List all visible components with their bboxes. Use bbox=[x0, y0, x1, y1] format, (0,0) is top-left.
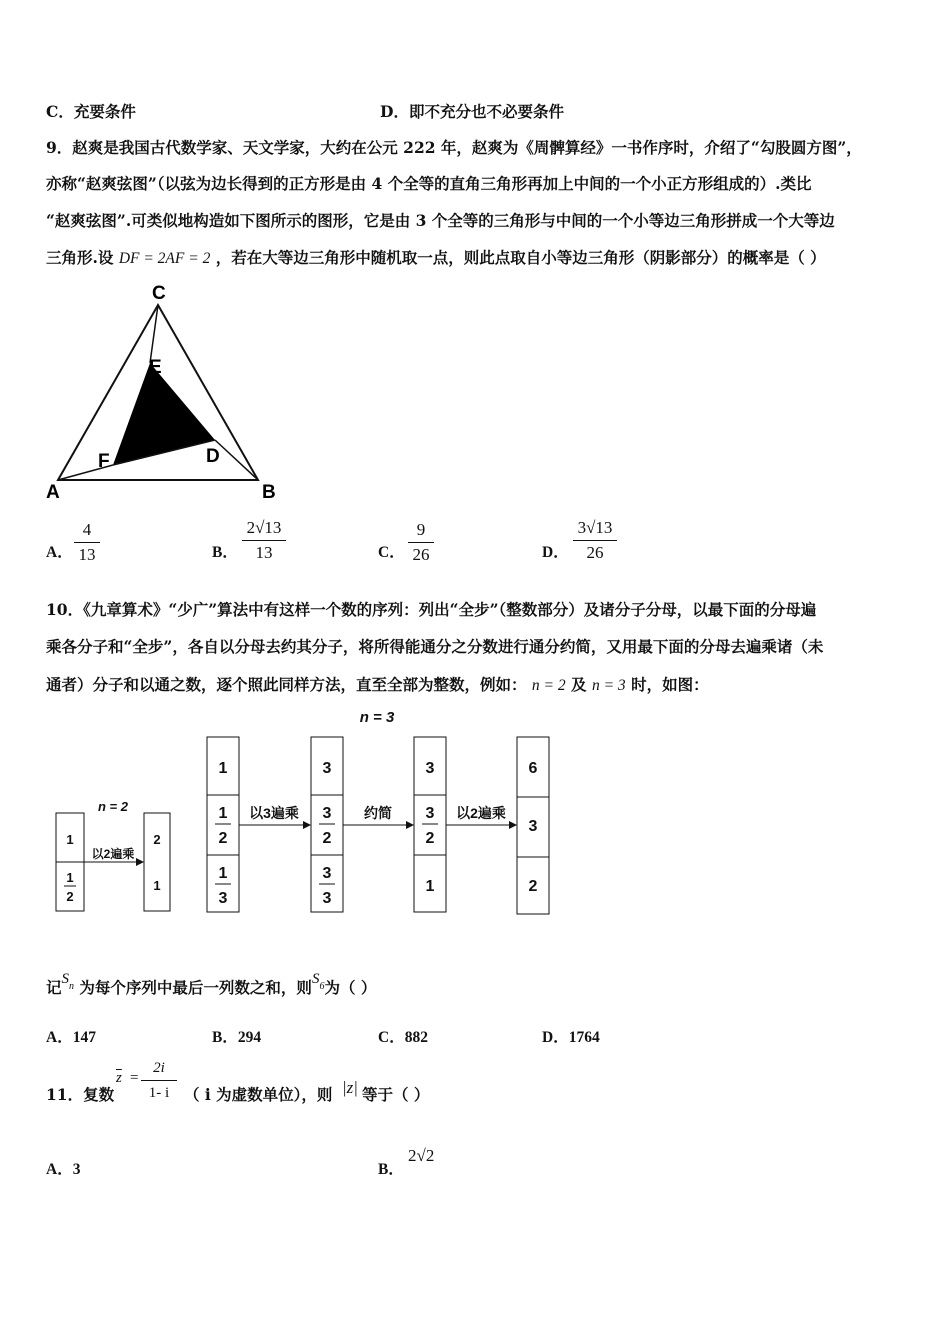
n2-col1-cell-2-den: 2 bbox=[66, 889, 74, 904]
label-b: B bbox=[262, 482, 276, 503]
svg-text:3: 3 bbox=[322, 865, 332, 882]
q11-abs-z: |z| bbox=[342, 1078, 358, 1097]
n3-col1-cell-1: 1 bbox=[218, 760, 228, 777]
q11-fraction bbox=[141, 1058, 177, 1103]
q10-ask-pre: 记 bbox=[46, 978, 62, 997]
q10-line-3-pre: 通者）分子和以通之数，逐个照此同样方法，直至全部为整数，例如： bbox=[46, 675, 527, 694]
svg-text:3: 3 bbox=[218, 890, 228, 907]
s6-subscript: 6 bbox=[319, 981, 325, 992]
fraction-denominator: 13 bbox=[255, 543, 273, 562]
n2-col2-cell-1: 2 bbox=[153, 832, 161, 847]
q10-n2-math: n = 2 bbox=[531, 677, 566, 694]
n2-col2-cell-2: 1 bbox=[153, 878, 161, 893]
fraction-denominator: 26 bbox=[412, 545, 430, 564]
fraction-numerator: 2√13 bbox=[246, 518, 282, 537]
q10-option-a: A．147 bbox=[46, 1029, 96, 1046]
q11-numerator: 2i bbox=[153, 1060, 165, 1076]
arrow-3-label: 以2遍乘 bbox=[456, 805, 506, 821]
q11-option-b-value: 2√2 bbox=[408, 1146, 435, 1165]
q10-line-3-mid: 及 bbox=[571, 675, 587, 694]
q9-option-c-fraction bbox=[408, 520, 434, 565]
svg-text:3: 3 bbox=[425, 805, 435, 822]
n3-title: n = 3 bbox=[359, 709, 395, 726]
n2-col1-cell-1: 1 bbox=[66, 832, 74, 847]
svg-text:1: 1 bbox=[218, 865, 228, 882]
q8-option-c: C．充要条件 bbox=[46, 102, 136, 121]
q9-line-1: 9．赵爽是我国古代数学家、天文学家，大约在公元 222 年，赵爽为《周髀算经》一书作序时，介绍了“勾股圆方图”， bbox=[46, 138, 862, 157]
svg-text:2: 2 bbox=[218, 830, 228, 847]
n3-col4-cell-1: 6 bbox=[528, 760, 538, 777]
q11-post: 等于（ ） bbox=[362, 1085, 430, 1104]
label-d: D bbox=[206, 446, 220, 467]
label-c: C bbox=[152, 283, 166, 304]
q9-option-b-label: B． bbox=[212, 544, 238, 561]
q10-option-d: D．1764 bbox=[542, 1029, 600, 1046]
s6-symbol: S bbox=[311, 971, 320, 987]
fraction-denominator: 26 bbox=[586, 543, 604, 562]
fraction-numerator: 4 bbox=[82, 520, 92, 539]
q10-ask-line bbox=[46, 971, 377, 1001]
sn-subscript: n bbox=[69, 981, 75, 992]
n3-col4-cell-2: 3 bbox=[528, 818, 538, 835]
n2-title: n = 2 bbox=[98, 799, 128, 814]
q11-equals: = bbox=[130, 1070, 139, 1086]
q9-option-d-label: D． bbox=[542, 544, 569, 561]
n3-col4-cell-3: 2 bbox=[528, 878, 538, 895]
q9-option-a-fraction bbox=[74, 520, 100, 565]
q11-mid: （ i 为虚数单位），则 bbox=[184, 1085, 333, 1104]
svg-text:2: 2 bbox=[322, 830, 332, 847]
q9-line-2: 亦称“赵爽弦图”（以弦为边长得到的正方形是由 4 个全等的直角三角形再加上中间的一个小正方形组成的）.类比 bbox=[46, 174, 812, 193]
fraction-denominator: 13 bbox=[78, 545, 96, 564]
q8-option-d: D．即不充分也不必要条件 bbox=[380, 102, 564, 121]
q10-n3-math: n = 3 bbox=[591, 677, 626, 694]
q10-line-3 bbox=[46, 675, 709, 696]
q10-line-3-post: 时，如图： bbox=[631, 675, 709, 694]
q9-option-b-fraction bbox=[242, 518, 286, 563]
svg-text:3: 3 bbox=[322, 890, 332, 907]
arrow-1-label: 以3遍乘 bbox=[249, 805, 299, 821]
n2-arrow-label: 以2遍乘 bbox=[91, 847, 135, 861]
q10-option-b: B．294 bbox=[212, 1029, 262, 1046]
q10-line-1: 10．《九章算术》“少广”算法中有这样一个数的序列：列出“全步”（整数部分）及诸分子分母，以最下面的分母遍 bbox=[46, 600, 817, 619]
q11-option-a: A．3 bbox=[46, 1161, 81, 1178]
q9-line-4 bbox=[46, 248, 826, 269]
fraction-numerator: 3√13 bbox=[577, 518, 613, 537]
sn-symbol: S bbox=[61, 971, 70, 987]
q10-option-c: C．882 bbox=[378, 1029, 428, 1046]
svg-text:1: 1 bbox=[218, 805, 228, 822]
n3-col2-cell-1: 3 bbox=[322, 760, 332, 777]
q9-option-c-label: C． bbox=[378, 544, 405, 561]
q9-condition-math: DF = 2AF = 2 bbox=[118, 250, 211, 267]
n2-col2 bbox=[144, 813, 170, 911]
q11-pre: 11．复数 bbox=[46, 1085, 115, 1104]
q9-option-d-fraction bbox=[573, 518, 617, 563]
q10-line-2: 乘各分子和“全步”，各自以分母去约其分子，将所得能通分之分数进行通分约简，又用最下面的分母去遍乘诸（未 bbox=[46, 637, 824, 656]
label-e: E bbox=[149, 357, 162, 378]
q10-ask-post: 为（ ） bbox=[324, 978, 377, 997]
segment-db bbox=[215, 440, 258, 480]
q9-line-3: “赵爽弦图”.可类似地构造如下图所示的图形，它是由 3 个全等的三角形与中间的一个小等边三角形拼成一个大等边 bbox=[46, 211, 835, 230]
q9-line-4-pre: 三角形.设 bbox=[46, 248, 114, 267]
svg-text:3: 3 bbox=[322, 805, 332, 822]
q9-line-4-post: ，若在大等边三角形中随机取一点，则此点取自小等边三角形（阴影部分）的概率是（ ） bbox=[215, 248, 826, 267]
n3-col3-cell-1: 3 bbox=[425, 760, 435, 777]
n2-col1-cell-2-num: 1 bbox=[66, 870, 74, 885]
label-f: F bbox=[98, 451, 110, 472]
fraction-numerator: 9 bbox=[416, 520, 426, 539]
q10-sequence-diagram bbox=[40, 700, 570, 930]
label-a: A bbox=[46, 482, 60, 503]
q11-zbar: $\overline{z}$ bbox=[116, 1070, 122, 1086]
svg-text:2: 2 bbox=[425, 830, 435, 847]
q11-option-b-label: B． bbox=[378, 1161, 404, 1178]
arrow-2-label: 约简 bbox=[364, 805, 392, 821]
q10-ask-mid: 为每个序列中最后一列数之和，则 bbox=[79, 978, 312, 997]
q9-triangle-figure bbox=[40, 280, 290, 505]
q9-option-a-label: A． bbox=[46, 544, 73, 561]
n3-col3-cell-3: 1 bbox=[425, 878, 435, 895]
q11-denominator: 1- i bbox=[148, 1085, 170, 1101]
